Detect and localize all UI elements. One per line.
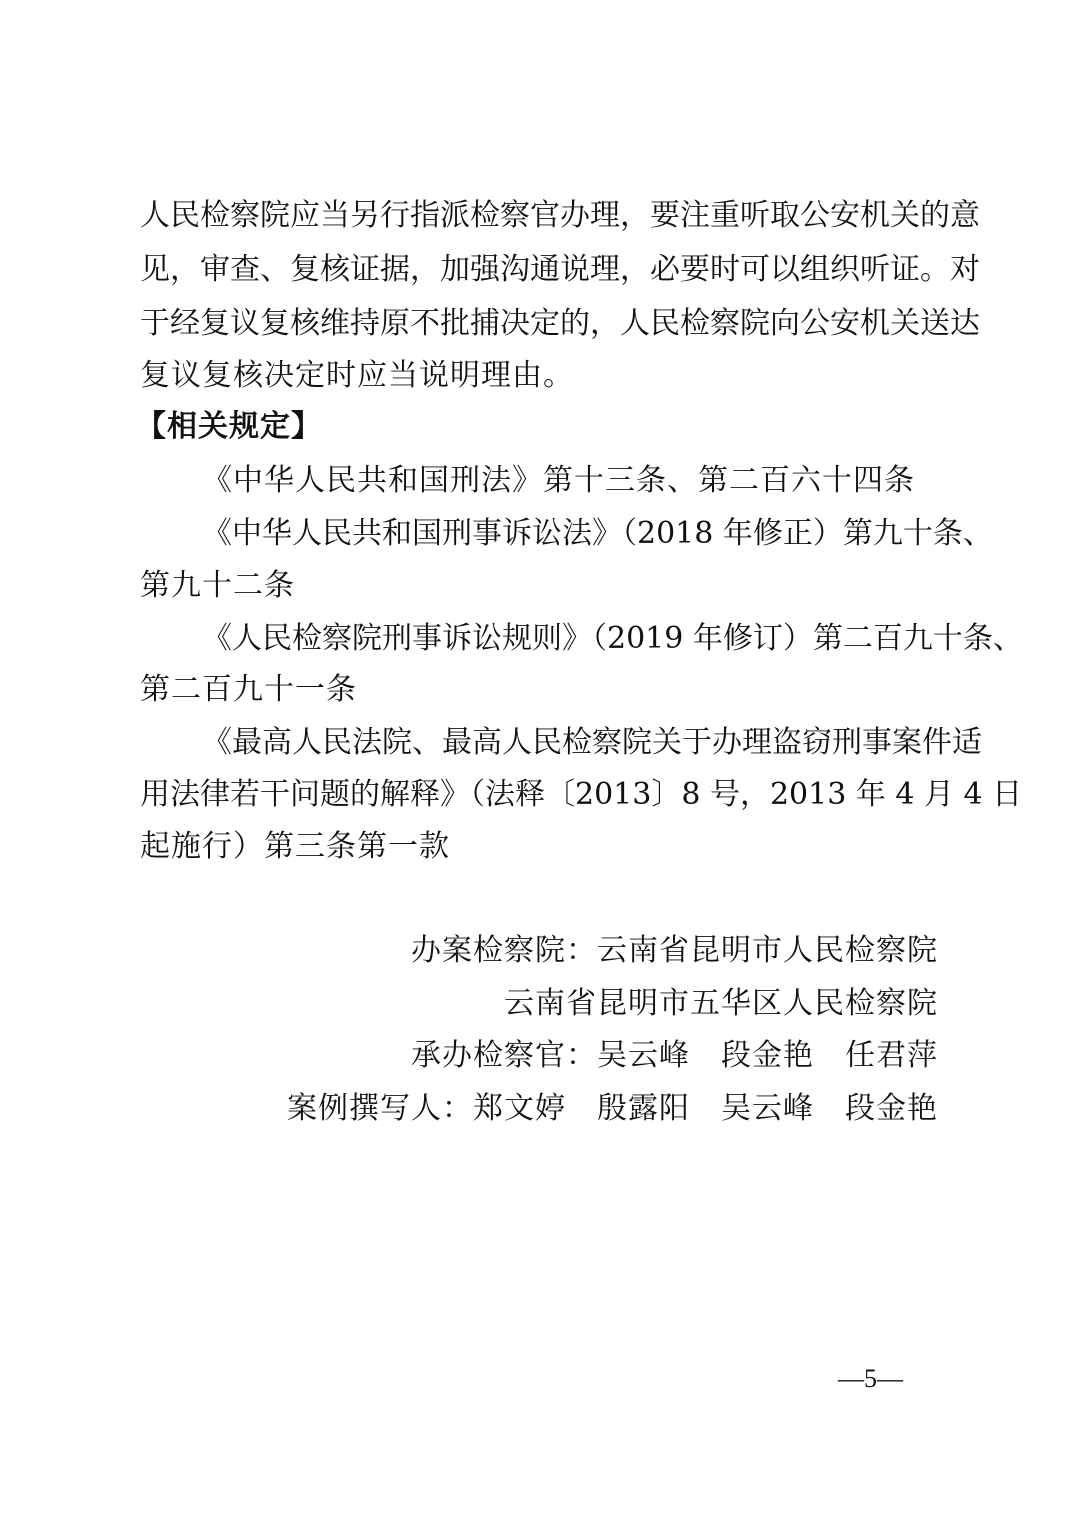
body-line: 于经复议复核维持原不批捕决定的，人民检察院向公安机关送达 bbox=[140, 306, 980, 341]
writers-line: 案例撰写人：郑文婷 殷露阳 吴云峰 段金艳 bbox=[287, 1091, 938, 1126]
handling-procuratorate-secondary: 云南省昆明市五华区人民检察院 bbox=[504, 986, 938, 1021]
reference-item: 《中华人民共和国刑事诉讼法》（2018 年修正）第九十条、 bbox=[202, 516, 993, 551]
page-number: —5— bbox=[838, 1364, 903, 1393]
body-line: 人民检察院应当另行指派检察官办理，要注重听取公安机关的意 bbox=[140, 198, 980, 233]
handling-procuratorate: 办案检察院：云南省昆明市人民检察院 bbox=[411, 933, 938, 968]
reference-item: 《中华人民共和国刑法》第十三条、第二百六十四条 bbox=[202, 463, 915, 498]
reference-item: 《最高人民法院、最高人民检察院关于办理盗窃刑事案件适 bbox=[202, 725, 982, 760]
prosecutors-line: 承办检察官：吴云峰 段金艳 任君萍 bbox=[411, 1038, 938, 1073]
section-heading: 【相关规定】 bbox=[136, 409, 322, 444]
reference-item-continuation: 第九十二条 bbox=[140, 568, 295, 603]
reference-item-continuation: 第二百九十一条 bbox=[140, 672, 357, 707]
body-line: 复议复核决定时应当说明理由。 bbox=[140, 358, 574, 393]
reference-item: 《人民检察院刑事诉讼规则》（2019 年修订）第二百九十条、 bbox=[202, 621, 1023, 656]
reference-item-continuation: 起施行）第三条第一款 bbox=[140, 829, 450, 864]
reference-item-continuation: 用法律若干问题的解释》（法释〔2013〕8 号，2013 年 4 月 4 日 bbox=[140, 777, 1023, 812]
body-line: 见，审查、复核证据，加强沟通说理，必要时可以组织听证。对 bbox=[140, 252, 980, 287]
